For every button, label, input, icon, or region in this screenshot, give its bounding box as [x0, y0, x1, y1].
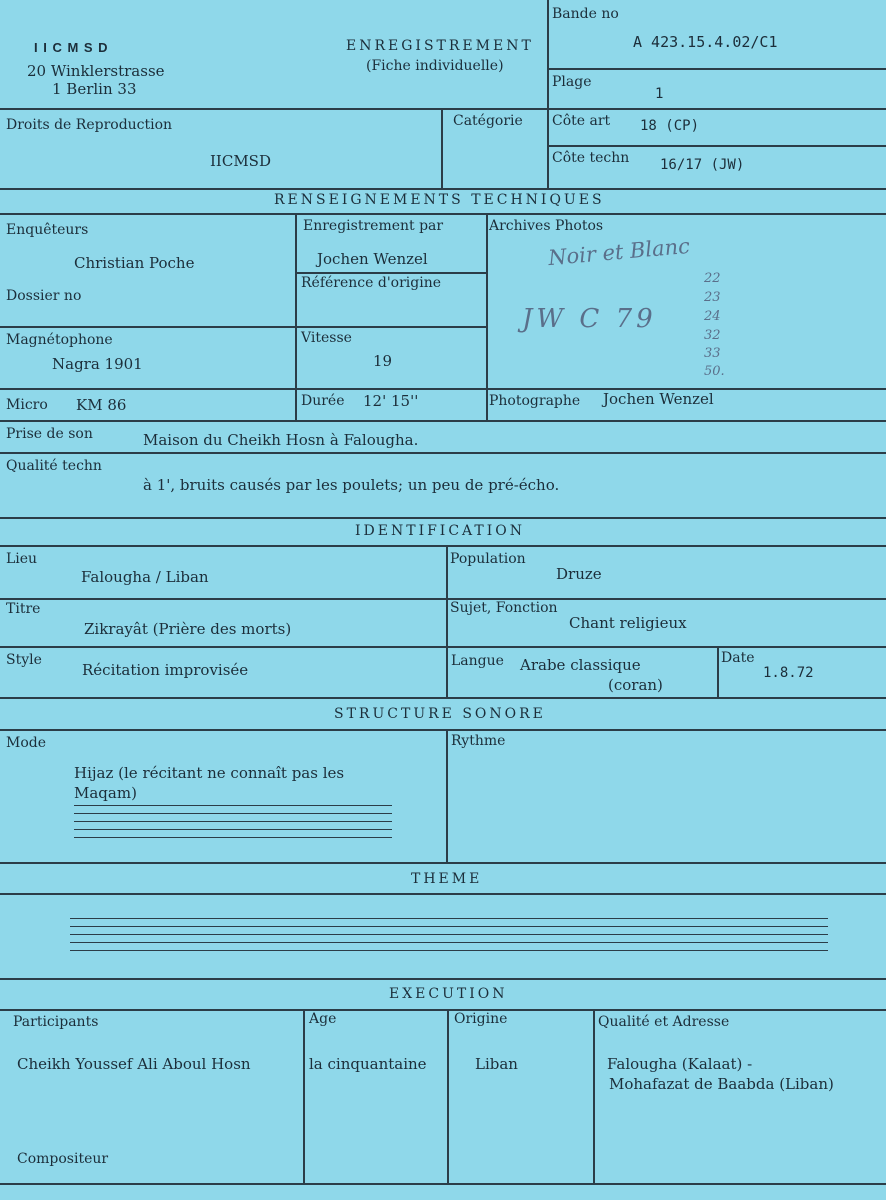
divider	[717, 646, 719, 697]
lieu-value: Falougha / Liban	[81, 568, 209, 586]
style-label: Style	[6, 652, 42, 668]
lieu-label: Lieu	[6, 551, 38, 567]
langue-label: Langue	[451, 653, 504, 669]
divider	[0, 646, 886, 648]
langue-value-2: (coran)	[608, 676, 663, 694]
date-value: 1.8.72	[763, 665, 814, 681]
droits-label: Droits de Reproduction	[6, 117, 173, 133]
divider	[547, 68, 886, 70]
enregistrement-par-value: Jochen Wenzel	[317, 250, 428, 268]
compositeur-label: Compositeur	[17, 1151, 109, 1167]
prise-de-son-label: Prise de son	[6, 426, 93, 442]
divider	[0, 326, 486, 328]
population-label: Population	[450, 551, 526, 567]
reference-label: Référence d'origine	[301, 275, 442, 291]
qualite-adresse-value: Falougha (Kalaat) -	[607, 1055, 753, 1073]
prise-de-son-value: Maison du Cheikh Hosn à Falougha.	[143, 431, 419, 449]
handwritten-code: JW C 79	[522, 304, 657, 334]
cote-art-label: Côte art	[552, 113, 611, 129]
duree-label: Durée	[301, 393, 345, 409]
bande-label: Bande no	[552, 6, 619, 22]
enregistrement-par-label: Enregistrement par	[303, 218, 444, 234]
divider	[446, 545, 448, 697]
divider	[0, 108, 886, 110]
sujet-fonction-label: Sujet, Fonction	[450, 600, 558, 616]
age-label: Age	[309, 1011, 337, 1027]
droits-value: IICMSD	[210, 152, 271, 170]
divider	[593, 1009, 595, 1183]
divider	[0, 188, 886, 190]
origine-label: Origine	[454, 1011, 508, 1027]
vitesse-value: 19	[373, 352, 393, 370]
divider	[547, 0, 549, 188]
cote-techn-value: 16/17 (JW)	[660, 157, 745, 173]
section-title-identification: IDENTIFICATION	[355, 523, 525, 539]
archives-photos-label: Archives Photos	[489, 218, 604, 234]
handwritten-number: 23	[704, 290, 721, 305]
qualite-adresse-value-2: Mohafazat de Baabda (Liban)	[609, 1075, 834, 1093]
handwritten-noir-et-blanc: Noir et Blanc	[547, 233, 691, 271]
section-title-technique: RENSEIGNEMENTS TECHNIQUES	[274, 192, 605, 208]
handwritten-number: 24	[704, 309, 721, 324]
divider	[295, 272, 486, 274]
participants-value: Cheikh Youssef Ali Aboul Hosn	[17, 1055, 251, 1073]
plage-value: 1	[655, 86, 664, 102]
cote-techn-label: Côte techn	[552, 150, 630, 166]
participants-label: Participants	[13, 1014, 99, 1030]
style-value: Récitation improvisée	[82, 661, 249, 679]
rythme-label: Rythme	[451, 733, 506, 749]
magnetophone-value: Nagra 1901	[52, 355, 143, 373]
divider	[0, 1183, 886, 1185]
langue-value: Arabe classique	[520, 656, 641, 674]
age-value: la cinquantaine	[309, 1055, 427, 1073]
divider	[0, 1009, 886, 1011]
divider	[0, 517, 886, 519]
divider	[0, 545, 886, 547]
address-line-1: 20 Winklerstrasse	[27, 62, 165, 80]
divider	[446, 729, 448, 862]
qualite-adresse-label: Qualité et Adresse	[598, 1014, 730, 1030]
divider	[303, 1009, 305, 1183]
divider	[0, 978, 886, 980]
divider	[0, 697, 886, 699]
cote-art-value: 18 (CP)	[640, 118, 700, 134]
divider	[0, 420, 886, 422]
mode-value-2: Maqam)	[74, 784, 137, 802]
categorie-label: Catégorie	[453, 113, 523, 129]
micro-label: Micro	[6, 397, 48, 413]
photographe-value: Jochen Wenzel	[603, 390, 714, 408]
sujet-fonction-value: Chant religieux	[569, 614, 687, 632]
enqueteurs-value: Christian Poche	[74, 254, 195, 272]
divider	[547, 145, 886, 147]
mode-label: Mode	[6, 735, 47, 751]
section-title-execution: EXECUTION	[389, 986, 508, 1002]
institute-name: I I C M S D	[34, 40, 109, 55]
mode-value: Hijaz (le récitant ne connaît pas les	[74, 764, 345, 782]
divider	[0, 862, 886, 864]
enqueteurs-label: Enquêteurs	[6, 222, 89, 238]
divider	[0, 452, 886, 454]
divider	[0, 598, 886, 600]
form-title: ENREGISTREMENT	[346, 38, 534, 54]
handwritten-number: 22	[704, 271, 721, 286]
handwritten-number: 50.	[704, 364, 725, 379]
plage-label: Plage	[552, 74, 592, 90]
duree-value: 12' 15''	[363, 392, 419, 410]
section-title-theme: THEME	[411, 871, 483, 887]
vitesse-label: Vitesse	[301, 330, 352, 346]
population-value: Druze	[556, 565, 602, 583]
qualite-techn-value: à 1', bruits causés par les poulets; un peu de pré-écho.	[143, 476, 560, 494]
micro-value: KM 86	[76, 396, 127, 414]
handwritten-number: 32	[704, 328, 721, 343]
dossier-label: Dossier no	[6, 288, 82, 304]
section-title-structure: STRUCTURE SONORE	[334, 706, 546, 722]
divider	[441, 108, 443, 188]
origine-value: Liban	[475, 1055, 518, 1073]
form-subtitle: (Fiche individuelle)	[366, 58, 504, 74]
address-line-2: 1 Berlin 33	[52, 80, 137, 98]
titre-label: Titre	[6, 601, 41, 617]
date-label: Date	[721, 650, 755, 666]
divider	[0, 213, 886, 215]
handwritten-number: 33	[704, 346, 721, 361]
photographe-label: Photographe	[489, 393, 581, 409]
divider	[0, 388, 886, 390]
qualite-techn-label: Qualité techn	[6, 458, 102, 474]
bande-value: A 423.15.4.02/C1	[633, 33, 778, 51]
titre-value: Zikrayât (Prière des morts)	[84, 620, 292, 638]
magnetophone-label: Magnétophone	[6, 332, 113, 348]
divider	[447, 1009, 449, 1183]
divider	[0, 893, 886, 895]
divider	[0, 729, 886, 731]
